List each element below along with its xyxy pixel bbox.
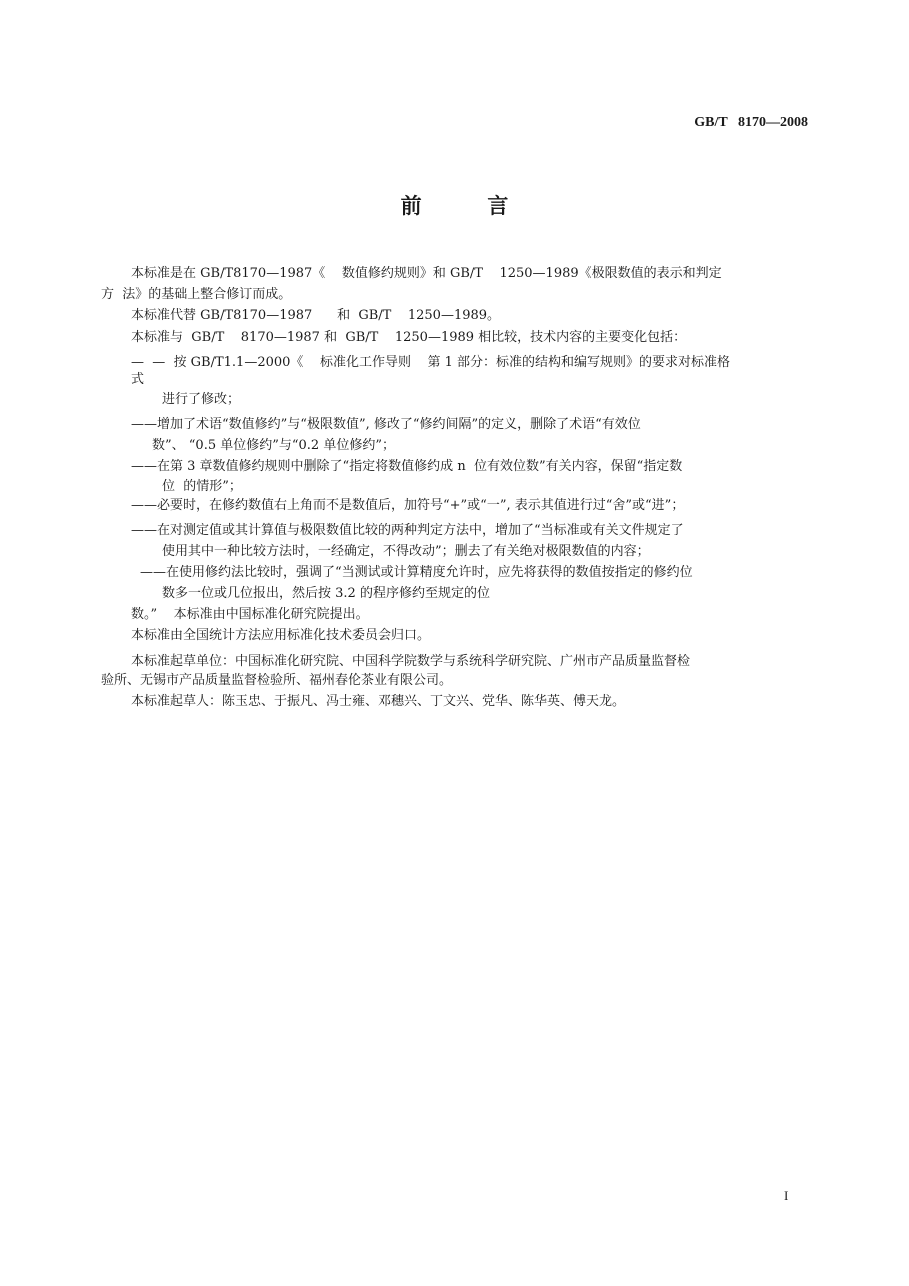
page-title: 前 言 <box>400 194 509 218</box>
list-item-line: 数”、 “0.5 单位修约”与“0.2 单位修约”； <box>152 438 395 453</box>
standard-code: GB/T 8170—2008 <box>694 115 808 130</box>
list-item-line: ——在第 3 章数值修约规则中删除了“指定将数值修约成 n 位有效位数”有关内容，保留“指定数 <box>131 459 683 474</box>
paragraph-line: 本标准代替 GB/T8170—1987 和 GB/T 1250—1989。 <box>131 308 501 323</box>
list-item-line: 进行了修改； <box>162 392 241 407</box>
paragraph-line: 数。” 本标准由中国标准化研究院提出。 <box>131 607 369 622</box>
list-item-line: — — 按 GB/T1.1—2000《 标准化工作导则 第 1 部分：标准的结构和编写规则》的要求对标准格 <box>131 355 731 370</box>
list-item-line: 数多一位或几位报出，然后按 3.2 的程序修约至规定的位 <box>162 586 490 601</box>
list-item-line: 位 的情形”； <box>162 479 242 494</box>
list-item-line: ——在对测定值或其计算值与极限数值比较的两种判定方法中，增加了“当标准或有关文件规定了 <box>131 523 684 538</box>
paragraph-line: 本标准是在 GB/T8170—1987《 数值修约规则》和 GB/T 1250—1989《极限数值的表示和判定 <box>131 266 722 281</box>
list-item-line: ——增加了术语“数值修约”与“极限数值”, 修改了“修约间隔”的定义，删除了术语“有效位 <box>131 417 641 432</box>
list-item-line: 式 <box>131 372 145 387</box>
paragraph-line: 本标准与 GB/T 8170—1987 和 GB/T 1250—1989 相比较，技术内容的主要变化包括： <box>131 330 687 345</box>
list-item-line: ——必要时，在修约数值右上角而不是数值后，加符号“+”或“一”, 表示其值进行过“舍”或“进”； <box>131 498 685 513</box>
list-item-line: ——在使用修约法比较时，强调了“当测试或计算精度允许时，应先将获得的数值按指定的修约位 <box>140 565 693 580</box>
paragraph-line: 本标准起草人：陈玉忠、于振凡、冯士雍、邓穗兴、丁文兴、党华、陈华英、傅天龙。 <box>131 694 626 709</box>
paragraph-line: 验所、无锡市产品质量监督检验所、福州春伦茶业有限公司。 <box>101 673 453 688</box>
paragraph-line: 本标准起草单位：中国标准化研究院、中国科学院数学与系统科学研究院、广州市产品质量监督检 <box>131 654 691 669</box>
list-item-line: 使用其中一种比较方法时，一经确定，不得改动”；删去了有关绝对极限数值的内容； <box>162 544 650 559</box>
paragraph-line: 方 法》的基础上整合修订而成。 <box>101 287 292 302</box>
page-number: I <box>784 1188 789 1203</box>
paragraph-line: 本标准由全国统计方法应用标准化技术委员会归口。 <box>131 628 431 643</box>
